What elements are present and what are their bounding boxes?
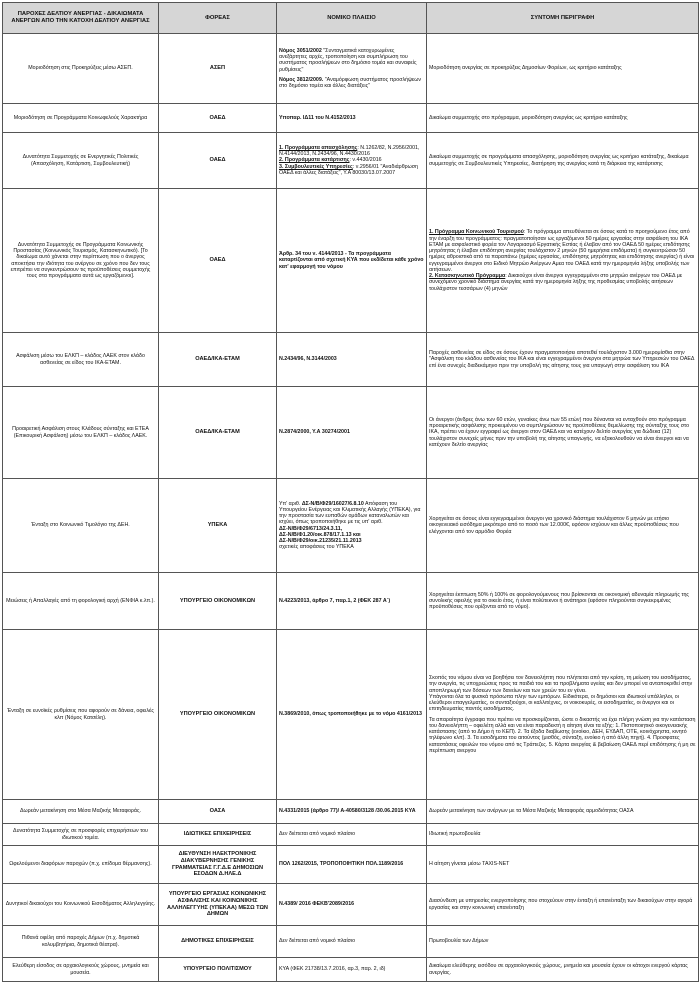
legal-cell: Υποπαρ. ΙΔ11 του Ν.4152/2013	[277, 104, 427, 133]
agency-cell: ΟΑΕΔ	[159, 133, 277, 189]
table-header-row	[3, 3, 699, 34]
description-cell: Δικαίωμα συμμετοχής στο πρόγραμμα, μοριοδότηση ανεργίας ως κριτήριο κατάταξης	[427, 104, 699, 133]
table-row	[3, 926, 699, 958]
description-item-text: : Το πρόγραμμα απευθύνεται σε όσους κατά το προηγούμενο έτος από την έναρξη του προγράμματος: πραγματοποίησαν ως εργαζόμενοι 50 ημέρες εργασίας στην ασφάλιση του ΙΚΑ ΕΤΑΜ με ασφαλιστικό φορέα τον Λογαριασμό Εργατικής Εστίας ή έλαβαν από τον ΟΑΕΔ 50 ημέρες επιδότησης μητρότητας ή έλαβαν επιδότηση ανεργίας τουλάχιστον 2 μηνών (50 ημερήσια επιδόματα) ή συγκεντρώσαν 50 ημέρες αθροιστικά από τα παραπάνω (ημέρες εργασίας, επιδότησης μητρότητας και επιδότησης ανεργίας) ή είναι εγγεγραμμένοι άνεργοι στο Ειδικό Μητρώο Ανέργων Αμεα του ΟΑΕΔ κατά την ημερομηνία λήξης υποβολής των αιτήσεων.	[429, 229, 695, 273]
table-row	[3, 846, 699, 884]
legal-cell: ΠΟΛ 1262/2015, ΤΡΟΠΟΠΟΙΗΤΙΚΗ ΠΟΛ.1189/2016	[277, 846, 427, 884]
legal-cell: Άρθρ. 34 του ν. 4144/2013 - Τα προγράμματα καταρτίζονται από σχετική ΚΥΑ που εκδίδεται κάθε χρόνο κατ' εφαρμογή του νόμου	[277, 189, 427, 333]
benefit-cell: Ένταξη στο Κοινωνικό Τιμολόγιο της ΔΕΗ.	[3, 479, 159, 573]
benefit-cell: Δυνατότητα Συμμετοχής σε Ενεργητικές Πολιτικές (Απασχόληση, Κατάρτιση, Συμβουλευτική)	[3, 133, 159, 189]
legal-cell: Δεν διέπεται από νομικό πλαίσιο	[277, 926, 427, 958]
header-agency: ΦΟΡΕΑΣ	[159, 3, 277, 34]
benefit-cell: Μοριοδότηση σε Προγράμματα Κοινωφελούς Χαρακτήρα	[3, 104, 159, 133]
agency-cell: ΥΠΟΥΡΓΕΙΟ ΟΙΚΟΝΟΜΙΚΩΝ	[159, 573, 277, 630]
agency-cell: ΟΑΕΔ/ΙΚΑ-ΕΤΑΜ	[159, 333, 277, 387]
legal-cell: Δεν διέπεται από νομικό πλαίσιο	[277, 824, 427, 846]
description-cell: Δικαίωμα συμμετοχής σε προγράμματα απασχόλησης, μοριοδότηση ανεργίας ως κριτήριο κατάταξης, δικαίωμα συμμετοχής σε Συμβουλευτικές Υπηρεσίες, διατήρηση της ανεργίας κατά τη διάρκεια της κατάρτισης	[427, 133, 699, 189]
agency-cell: ΥΠΟΥΡΓΕΙΟ ΠΟΛΙΤΙΣΜΟΥ	[159, 958, 277, 982]
description-paragraph: Υπάγονται όλα τα φυσικά πρόσωπα πλην των εμπόρων. Ειδικότερα, οι δημόσιοι και ιδιωτικοί υπάλληλοι, οι ελεύθεροι επαγγελματίες, οι συνταξιούχοι, οι καλλιτέχνες, οι νοικοκυρές, οι εισοδηματίες, οι άνεργοι και οι επιτηδευματίες παντός εισοδήματος.	[429, 693, 679, 713]
agency-cell: ΟΑΕΔ/ΙΚΑ-ΕΤΑΜ	[159, 387, 277, 479]
legal-law-ref: Νόμος 3051/2002	[279, 47, 322, 54]
description-paragraph: Σκοπός του νόμου είναι να βοηθήσει τον δανειολήπτη που πλήττεται από την κρίση, τη μείωση του εισοδήματος, την ανεργία, τις υποχρεώσεις προς τα παιδιά του και τα προβλήματα υγείας και δεν μπορεί να ανταποκριθεί στην αποπληρωμή των δόσεων των δανείων και των χρεών του εν γένει.	[429, 675, 693, 694]
description-cell: Παροχές ασθενείας σε είδος σε όσους έχουν πραγματοποιήσει αποτεθεί τουλάχιστον 3.000 ημερομίσθια στην "Ασφάλιση του κλάδου ασθενείας του ΙΚΑ και είναι εγγεγραμμένοι άνεργοι στα μητρώα των Υπηρεσιών του ΟΑΕΔ επί ένα συνεχές διαδεκάμηνο πριν την υποβολή της αίτησης τους για υπαγωγή στην ασφάλιση του ΙΚΑ	[427, 333, 699, 387]
description-cell: Μοριοδότηση ανεργίας σε προκηρύξεις Δημοσίων Φορέων, ως κριτήριο κατάταξης	[427, 34, 699, 104]
table-row	[3, 573, 699, 630]
description-item-heading: 1. Πρόγραμμα Κοινωνικού Τουρισμού	[429, 229, 524, 236]
legal-cell	[277, 34, 427, 104]
legal-law-text: "Συνταγματικά κατοχυρωμένες ανεξάρτητες αρχές, τροποποίηση και συμπλήρωση του συστήματος προσλήψεων στο δημόσιο τομέα και συναφείς ρυθμίσεις"	[279, 47, 417, 73]
legal-cell: Ν.2874/2000, Υ.Α 30274/2001	[277, 387, 427, 479]
benefit-cell: Μειώσεις ή Απαλλαγές από τη φορολογική αρχή (ΕΝΦΙΑ κ.λπ.).	[3, 573, 159, 630]
legal-decision-ref: ΔΣ-Ν/Β/Φ29/6713/24.3.11,	[279, 525, 343, 532]
legal-cell: Ν.4331/2015 (άρθρο 77)/ Α-40580/3128 /30.06.2015 ΚΥΑ	[277, 800, 427, 824]
benefit-cell: Δυνατότητα Συμμετοχής σε προσφορές επιχειρήσεων του ιδιωτικού τομέα.	[3, 824, 159, 846]
agency-cell: ΟΑΕΔ	[159, 104, 277, 133]
legal-text: Υπ' αριθ.	[279, 500, 302, 507]
table-row	[3, 189, 699, 333]
table-row	[3, 34, 699, 104]
description-cell	[427, 630, 699, 800]
table-row	[3, 333, 699, 387]
table-row	[3, 630, 699, 800]
description-cell: Δωρεάν μετακίνηση των ανέργων με τα Μέσα Μαζικής Μεταφοράς αρμοδιότητας ΟΑΣΑ	[427, 800, 699, 824]
legal-cell: Ν.3869/2010, όπως τροποποιήθηκε με το νόμο 4161/2013	[277, 630, 427, 800]
legal-cell	[277, 133, 427, 189]
agency-cell: ΟΑΕΔ	[159, 189, 277, 333]
legal-item-heading: 2. Προγράμματα κατάρτισης	[279, 157, 350, 164]
table-row	[3, 387, 699, 479]
benefit-cell: Δυνητικοί δικαιούχοι του Κοινωνικού Εισοδήματος Αλληλεγγύης.	[3, 884, 159, 926]
description-cell	[427, 189, 699, 333]
legal-law-text: "Αναμόρφωση συστήματος προσλήψεων στο δημόσιο τομέα και άλλες διατάξεις"	[279, 76, 422, 89]
legal-cell: Ν.4389/ 2016 ΦΕΚΒ'2089/2016	[277, 884, 427, 926]
legal-item-text: : Ν.1262/82, Ν.2956/2001, Ν.4144/2013, Ν.2434/96, Ν.4430/2016	[279, 144, 420, 158]
legal-decision-ref: ΔΣ-Ν/Β/Φ1.20/οικ.878/17.1.13 και	[279, 531, 361, 538]
header-description: ΣΥΝΤΟΜΗ ΠΕΡΙΓΡΑΦΗ	[427, 3, 699, 34]
table-row	[3, 824, 699, 846]
agency-cell: ΑΣΕΠ	[159, 34, 277, 104]
agency-cell: ΟΑΣΑ	[159, 800, 277, 824]
table-row	[3, 104, 699, 133]
description-item-text: : Δικαιούχοι είναι άνεργοι εγγεγραμμένοι στο μητρώο ανέργων του ΟΑΕΔ με συνεχόμενο χρονικό διάστημα ανεργίας κατά την ημερομηνία λήξης της προθεσμίας υποβολής αιτήσεων τουλάχιστον τεσσάρων (4) μηνών	[429, 273, 683, 292]
description-cell: Διασύνδεση με υπηρεσίες ενεργοποίησης που στοχεύουν στην ένταξη ή επανένταξη των δικαιούχων στην αγορά εργασίας και στην κοινωνική επανένταξη	[427, 884, 699, 926]
benefit-cell: Ασφάλιση μέσω του ΕΛΚΠ – κλάδος ΛΑΕΚ στον κλάδο ασθενείας σε είδος του ΙΚΑ-ΕΤΑΜ.	[3, 333, 159, 387]
benefit-cell: Πιθανά οφέλη από παροχές Δήμων (π.χ. δημοτικά κολυμβητήρια, δημοτικά θέατρα).	[3, 926, 159, 958]
legal-law-ref: Νόμος 3812/2009.	[279, 76, 324, 83]
benefit-cell: Δωρεάν μετακίνηση στα Μέσα Μαζικής Μεταφοράς.	[3, 800, 159, 824]
description-cell: Ιδιωτική πρωτοβουλία	[427, 824, 699, 846]
description-cell: Χορηγείται σε όσους είναι εγγεγραμμένοι άνεργοι για χρονικό διάστημα τουλάχιστον 6 μηνών με ετήσιο οικογενειακό εισόδημα μικρότερο από το ποσό των 12.000€, εφόσον ισχύουν και άλλες προϋποθέσεις που ελέγχονται από τον αρμόδιο Φορέα	[427, 479, 699, 573]
agency-cell: ΔΗΜΟΤΙΚΕΣ ΕΠΙΧΕΙΡΗΣΕΙΣ	[159, 926, 277, 958]
table-row	[3, 884, 699, 926]
description-cell: Η αίτηση γίνεται μέσω TAXIS-NET	[427, 846, 699, 884]
table-row	[3, 479, 699, 573]
legal-cell: Ν.2434/96, Ν.3144/2003	[277, 333, 427, 387]
description-cell: Δικαίωμα ελεύθερης εισόδου σε αρχαιολογικούς χώρους, μνημεία και μουσεία έχουν οι κάτοχοι ενεργού κάρτας ανεργίας.	[427, 958, 699, 982]
description-item-heading: 2. Κατασκηνωτικό Πρόγραμμα	[429, 273, 506, 279]
agency-cell: ΥΠΟΥΡΓΕΙΟ ΕΡΓΑΣΙΑΣ ΚΟΙΝΩΝΙΚΗΣ ΑΣΦΑΛΙΣΗΣ ΚΑΙ ΚΟΙΝΩΝΙΚΗΣ ΑΛΛΗΛΕΓΓΥΗΣ (ΥΠΕΚΑΑ) ΜΕΣΩ ΤΩΝ ΔΗΜΩΝ	[159, 884, 277, 926]
benefits-table	[2, 2, 699, 982]
benefit-cell: Ωφελούμενοι διαφόρων παροχών (π.χ. επίδομα θέρμανσης).	[3, 846, 159, 884]
benefit-cell: Μοριοδότηση στις Προκηρύξεις μέσω ΑΣΕΠ.	[3, 34, 159, 104]
legal-item-text: : ν.4430/2016	[349, 157, 382, 164]
table-row	[3, 800, 699, 824]
benefit-cell: Δυνατότητα Συμμετοχής σε Προγράμματα Κοινωνικής Προστασίας (Κοινωνικός Τουρισμός, Κατασκηνωτικό). [Το δικαίωμα αυτό χάνεται στην περίπτωση που ο άνεργος αποκτήσει την ιδιότητα του ανέργου σε χρόνο που δεν τους επιτρέπει να συγκεντρώσουν τις προϋποθέσεις συμμετοχής τους στα προγράμματα αυτά ως εργαζόμενοι].	[3, 189, 159, 333]
benefit-cell: Ελεύθερη είσοδος σε αρχαιολογικούς χώρους, μνημεία και μουσεία.	[3, 958, 159, 982]
legal-item-text: : ν.2956/01 "Αναδιάρθρωση ΟΑΕΔ και άλλες διατάξεις", Υ.Α 80030/13.07.2007	[279, 163, 419, 176]
agency-cell: ΥΠΕΚΑ	[159, 479, 277, 573]
description-paragraph: Τα απαραίτητα έγγραφα που πρέπει να προσκομίζονται, ώστε ο δικαστής να έχει πλήρη γνώση για την κατάσταση του δανειολήπτη – οφειλέτη αλλά και να είναι παραδεκτή η αίτηση είναι τα εξής: 1. Πιστοποιητικό οικογενειακής κατάστασης (από το Δήμο ή το ΚΕΠ). 2. Τα έξοδα διαβίωσης (ενοίκιο, ΔΕΗ, ΕΥΔΑΠ, ΟΤΕ, κοινόχρηστα, κινητό τηλέφωνο κλπ). 3. Τα εισοδήματα του αιτούντος (μισθός, σύνταξη, ενοίκιο ή από άλλη πηγή). 4. Προσφατες καταστάσεις οφειλών του νόμου από τις Τράπεζες. 5. Κάρτα ανεργίας & βεβαίωση ΟΑΕΔ περί επιδότησης ή μη σε περίπτωση ανεργου	[429, 716, 696, 754]
legal-text: σχετικές αποφάσεις του ΥΠΕΚΑ	[279, 544, 354, 551]
legal-decision-ref: ΔΣ-Ν/Β/Φ29/16027/6.8.10	[301, 500, 364, 507]
legal-cell: Ν.4223/2013, άρθρο 7, παρ.1, 2 (ΦΕΚ 287 Α΄)	[277, 573, 427, 630]
legal-text: Απόφαση του Υπουργείου Ενέργειας και Κλιματικής Αλλαγής (ΥΠΕΚΑ), για την προστασία των ευπαθών ομάδων καταναλωτών και ισχύει, όπως τροποποιήθηκε με τις υπ' αριθ.	[279, 500, 421, 526]
legal-item-heading: 3. Συμβουλευτικές Υπηρεσίες	[279, 163, 353, 170]
description-cell: Χορηγείται έκπτωση 50% ή 100% σε φορολογούμενους που βρίσκονται σε οικονομική αδυναμία πληρωμής της συνολικής οφειλής για το οικείο έτος, ή είναι πολύτεκνοι ή ανάπηροι (εφόσον πληρούνται συγκεκριμένες προϋποθέσεις που ορίζονται από το νόμο).	[427, 573, 699, 630]
description-cell: Πρωτοβουλία των Δήμων	[427, 926, 699, 958]
table-row	[3, 133, 699, 189]
legal-item-heading: 1. Προγράμματα απασχόλησης	[279, 144, 358, 151]
description-cell: Οι άνεργοι (άνδρες άνω των 60 ετών, γυναίκες άνω των 55 ετών) που δύνανται να ενταχθούν στο πρόγραμμα προαιρετικής ασφάλισης προκειμένου να συμπληρώσουν τις προϋποθέσεις θεμελίωσης της σύνταξης τους στο ΙΚΑ, πρέπει να έχουν εγγραφεί ως άνεργοι στον ΟΑΕΔ και να κατέχουν δελτίο ανεργίας για δώδεκα (12) τουλάχιστον συνεχείς μήνες πριν την υποβολή της αίτησης υπαγωγής, να εξακολουθούν να είναι άνεργοι και να κατέχουν δελτίο ανεργίας	[427, 387, 699, 479]
legal-cell: ΚΥΑ (ΦΕΚ 21738/13.7.2016, αρ.3, παρ. 2, ιδ)	[277, 958, 427, 982]
table-row	[3, 958, 699, 982]
header-legal: ΝΟΜΙΚΟ ΠΛΑΙΣΙΟ	[277, 3, 427, 34]
legal-cell	[277, 479, 427, 573]
benefit-cell: Προαιρετική Ασφάλιση στους Κλάδους σύνταξης και ΕΤΕΑ (Επικουρική Ασφάλιση) μέσω του ΕΛΚΠ – κλάδος ΛΑΕΚ.	[3, 387, 159, 479]
benefit-cell: Ένταξη σε ευνοϊκές ρυθμίσεις που αφορούν σε δάνεια, οφειλές κλπ (Νόμος Κατσέλη).	[3, 630, 159, 800]
agency-cell: ΔΙΕΥΘΥΝΣΗ ΗΛΕΚΤΡΟΝΙΚΗΣ ΔΙΑΚΥΒΕΡΝΗΣΗΣ ΓΕΝΙΚΗΣ ΓΡΑΜΜΑΤΕΙΑΣ Γ.Γ.Δ.Ε ΔΗΜΟΣΙΩΝ ΕΣΟΔΩΝ Δ.ΗΛΕ.Δ	[159, 846, 277, 884]
agency-cell: ΥΠΟΥΡΓΕΙΟ ΟΙΚΟΝΟΜΙΚΩΝ	[159, 630, 277, 800]
legal-decision-ref: ΔΣ-Ν/Β/Φ29/οικ.21235/21.11.2013	[279, 538, 362, 544]
header-benefit: ΠΑΡΟΧΕΣ ΔΕΛΤΙΟΥ ΑΝΕΡΓΙΑΣ - ΔΙΚΑΙΩΜΑΤΑ ΑΝΕΡΓΩΝ ΑΠΟ ΤΗΝ ΚΑΤΟΧΗ ΔΕΛΤΙΟΥ ΑΝΕΡΓΙΑΣ	[3, 3, 159, 34]
agency-cell: ΙΔΙΩΤΙΚΕΣ ΕΠΙΧΕΙΡΗΣΕΙΣ	[159, 824, 277, 846]
